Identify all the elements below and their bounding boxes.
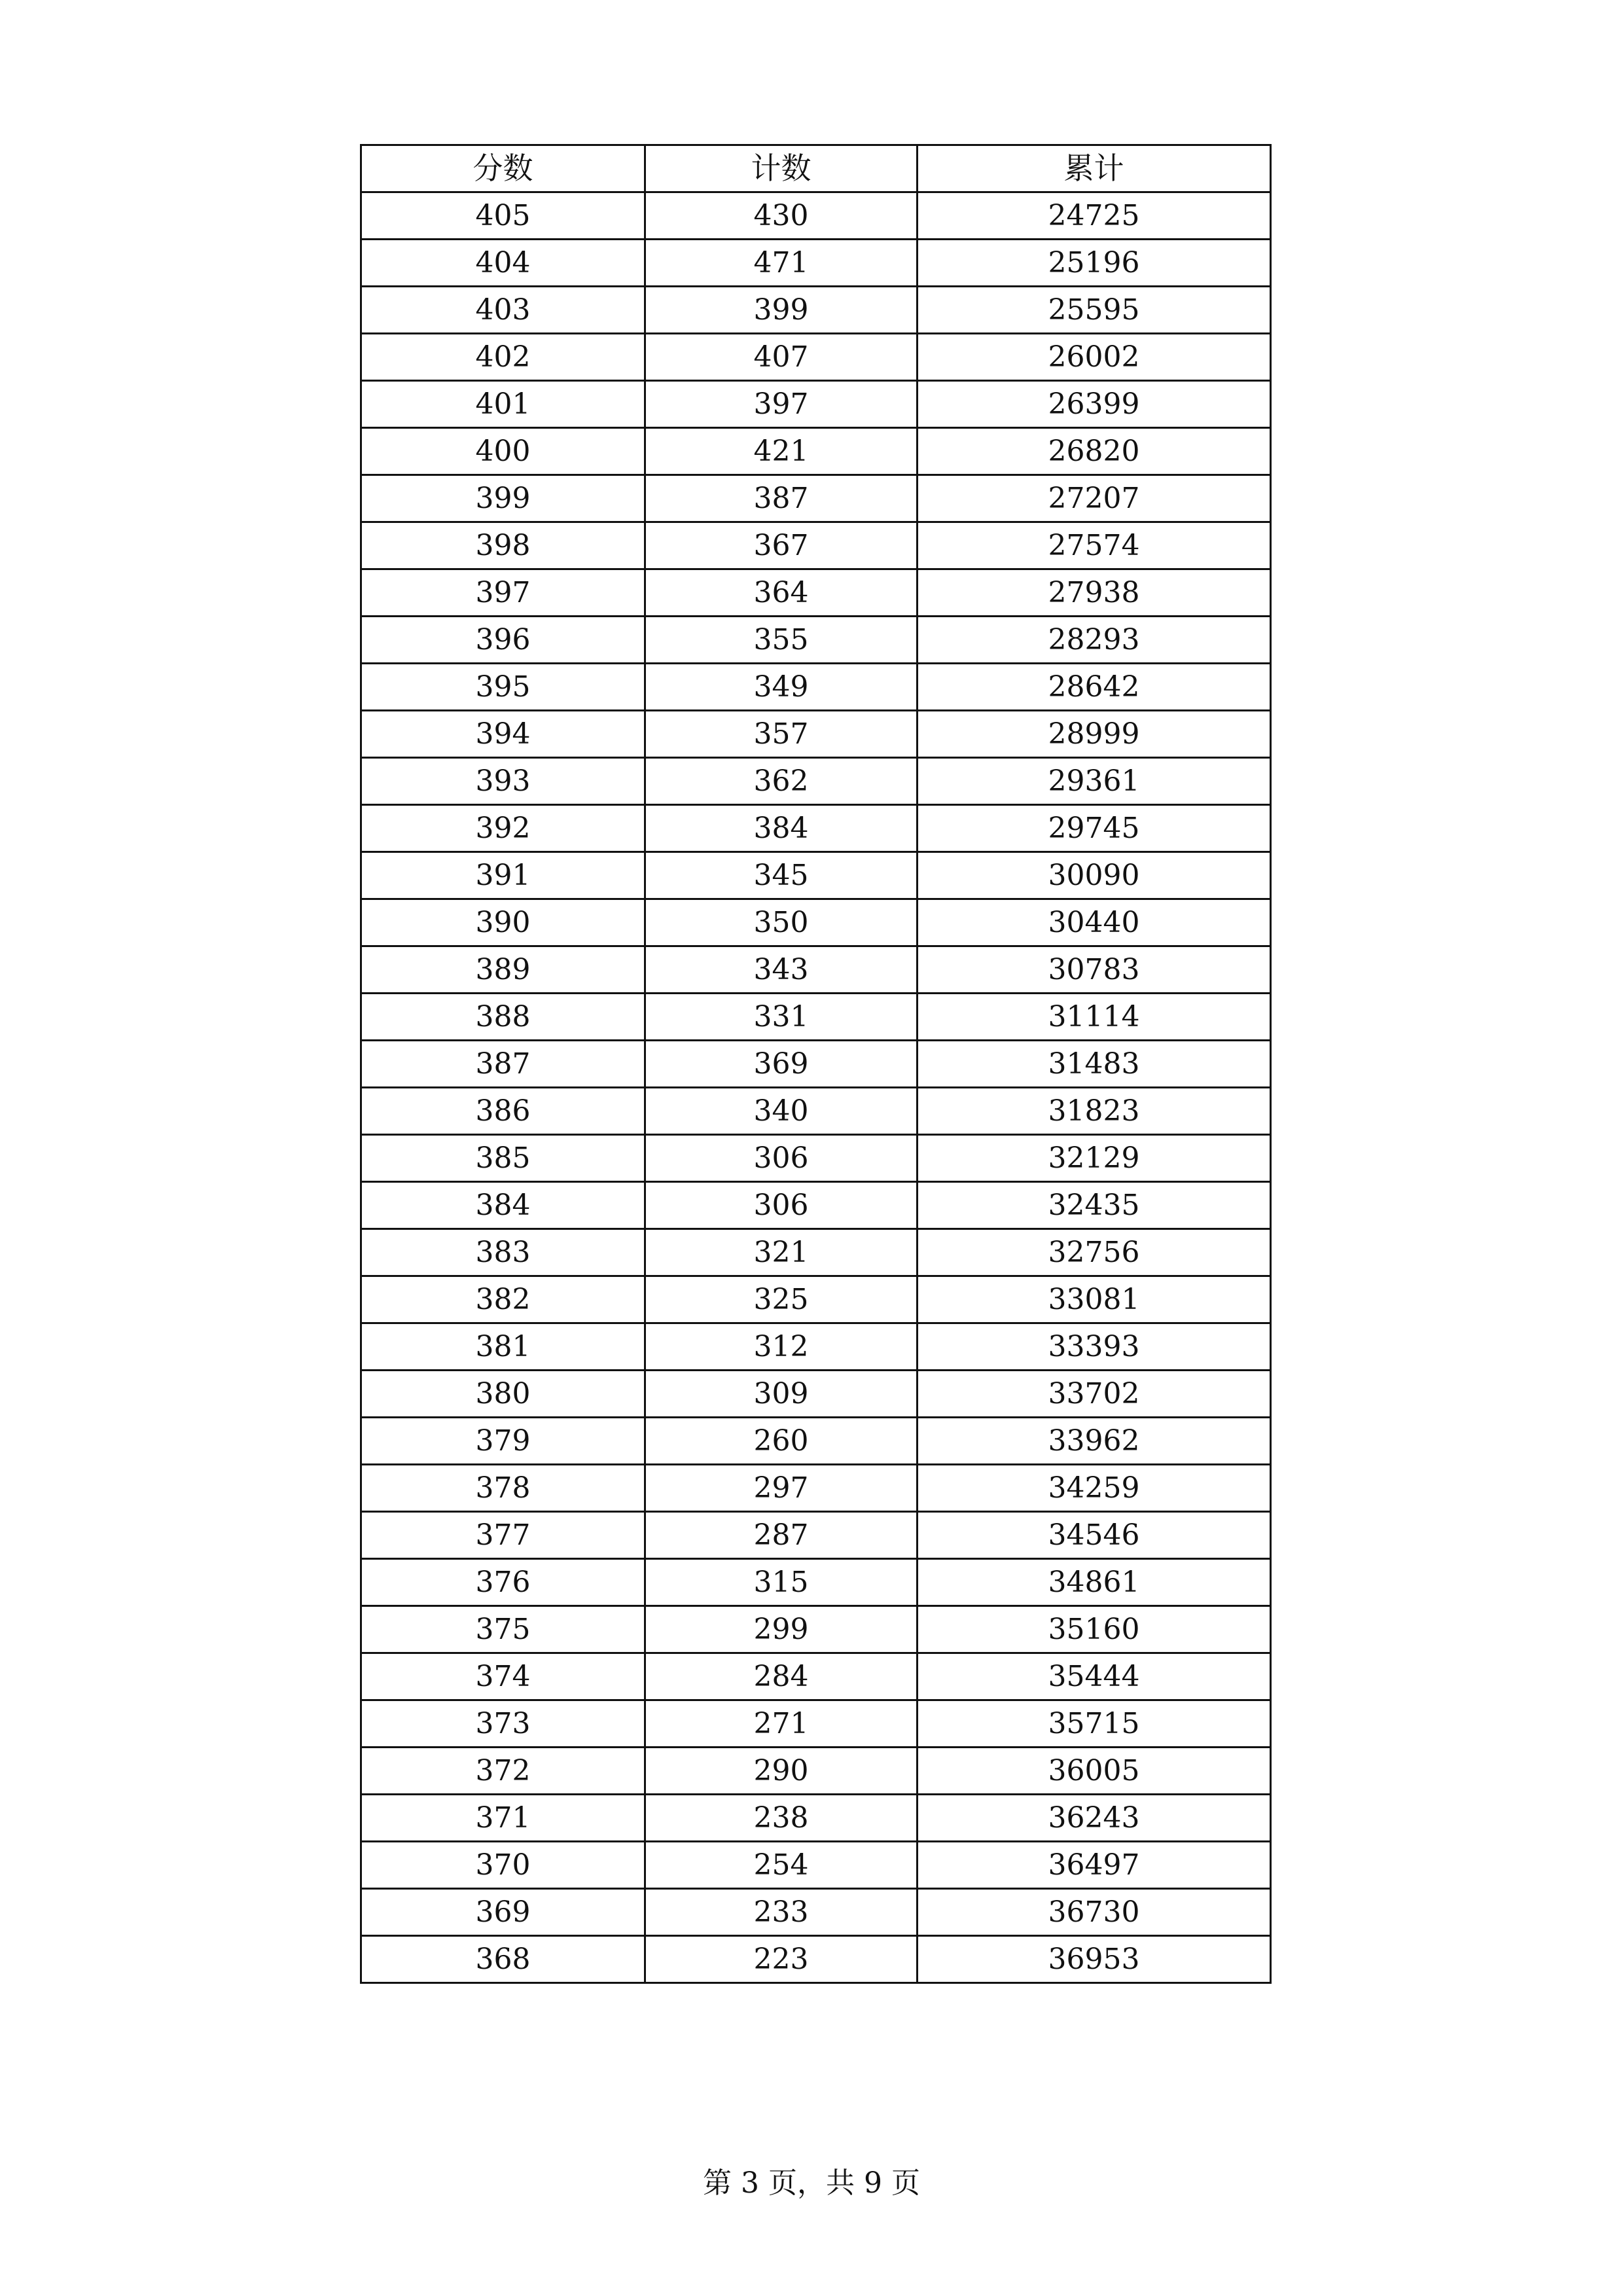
cell-count: 290: [645, 1748, 918, 1795]
table-row: [361, 569, 1271, 617]
cell-score: 369: [361, 1889, 645, 1936]
cell-score: 370: [361, 1842, 645, 1889]
table-row: [361, 1465, 1271, 1512]
cell-score: 381: [361, 1323, 645, 1371]
cell-count: 223: [645, 1936, 918, 1983]
cell-count: 407: [645, 334, 918, 381]
table-row: [361, 1748, 1271, 1795]
cell-cumulative: 26399: [918, 381, 1271, 428]
cell-count: 238: [645, 1795, 918, 1842]
cell-count: 306: [645, 1182, 918, 1229]
cell-score: 394: [361, 711, 645, 758]
table-row: [361, 1559, 1271, 1606]
cell-cumulative: 29361: [918, 758, 1271, 805]
cell-score: 386: [361, 1088, 645, 1135]
cell-score: 399: [361, 475, 645, 522]
cell-score: 402: [361, 334, 645, 381]
cell-score: 375: [361, 1606, 645, 1653]
cell-score: 396: [361, 617, 645, 664]
cell-score: 376: [361, 1559, 645, 1606]
cell-cumulative: 33393: [918, 1323, 1271, 1371]
cell-score: 377: [361, 1512, 645, 1559]
table-row: [361, 1229, 1271, 1276]
table-row: [361, 381, 1271, 428]
cell-cumulative: 32756: [918, 1229, 1271, 1276]
table-row: [361, 1889, 1271, 1936]
table-row: [361, 1512, 1271, 1559]
table-row: [361, 994, 1271, 1041]
cell-score: 374: [361, 1653, 645, 1700]
table-row: [361, 334, 1271, 381]
cell-count: 399: [645, 287, 918, 334]
cell-count: 254: [645, 1842, 918, 1889]
table-row: [361, 1842, 1271, 1889]
cell-count: 287: [645, 1512, 918, 1559]
cell-count: 387: [645, 475, 918, 522]
cell-score: 404: [361, 240, 645, 287]
cell-count: 367: [645, 522, 918, 569]
cell-count: 349: [645, 664, 918, 711]
cell-count: 355: [645, 617, 918, 664]
cell-cumulative: 30440: [918, 899, 1271, 946]
table-row: [361, 1700, 1271, 1748]
cell-cumulative: 36243: [918, 1795, 1271, 1842]
table-row: [361, 475, 1271, 522]
cell-cumulative: 32129: [918, 1135, 1271, 1182]
cell-cumulative: 34546: [918, 1512, 1271, 1559]
cell-score: 373: [361, 1700, 645, 1748]
cell-score: 378: [361, 1465, 645, 1512]
cell-score: 395: [361, 664, 645, 711]
cell-cumulative: 32435: [918, 1182, 1271, 1229]
cell-score: 371: [361, 1795, 645, 1842]
header-count: 计数: [645, 145, 918, 192]
table-row: [361, 1276, 1271, 1323]
cell-score: 387: [361, 1041, 645, 1088]
cell-cumulative: 34259: [918, 1465, 1271, 1512]
cell-cumulative: 27938: [918, 569, 1271, 617]
table-row: [361, 852, 1271, 899]
cell-score: 398: [361, 522, 645, 569]
cell-cumulative: 26002: [918, 334, 1271, 381]
table-row: [361, 1936, 1271, 1983]
table-row: [361, 1653, 1271, 1700]
cell-score: 403: [361, 287, 645, 334]
page-number-footer: 第 3 页，共 9 页: [703, 2166, 920, 2200]
table-row: [361, 1606, 1271, 1653]
cell-cumulative: 25196: [918, 240, 1271, 287]
cell-count: 471: [645, 240, 918, 287]
cell-cumulative: 31483: [918, 1041, 1271, 1088]
cell-count: 345: [645, 852, 918, 899]
table-row: [361, 1135, 1271, 1182]
cell-score: 400: [361, 428, 645, 475]
cell-count: 312: [645, 1323, 918, 1371]
table-row: [361, 287, 1271, 334]
table-row: [361, 946, 1271, 994]
cell-count: 340: [645, 1088, 918, 1135]
cell-count: 309: [645, 1371, 918, 1418]
cell-cumulative: 36005: [918, 1748, 1271, 1795]
cell-count: 343: [645, 946, 918, 994]
cell-cumulative: 29745: [918, 805, 1271, 852]
table-row: [361, 240, 1271, 287]
cell-cumulative: 27207: [918, 475, 1271, 522]
cell-cumulative: 36497: [918, 1842, 1271, 1889]
cell-count: 321: [645, 1229, 918, 1276]
table-row: [361, 428, 1271, 475]
table-row: [361, 758, 1271, 805]
cell-count: 430: [645, 192, 918, 240]
cell-count: 397: [645, 381, 918, 428]
cell-cumulative: 28642: [918, 664, 1271, 711]
cell-cumulative: 33702: [918, 1371, 1271, 1418]
cell-count: 350: [645, 899, 918, 946]
table-row: [361, 617, 1271, 664]
cell-cumulative: 33962: [918, 1418, 1271, 1465]
cell-cumulative: 28293: [918, 617, 1271, 664]
table-row: [361, 1088, 1271, 1135]
cell-count: 233: [645, 1889, 918, 1936]
table-row: [361, 522, 1271, 569]
score-distribution-table: [360, 144, 1272, 1984]
cell-score: 385: [361, 1135, 645, 1182]
table-row: [361, 899, 1271, 946]
cell-score: 380: [361, 1371, 645, 1418]
cell-count: 421: [645, 428, 918, 475]
header-score: 分数: [361, 145, 645, 192]
cell-cumulative: 35444: [918, 1653, 1271, 1700]
cell-score: 397: [361, 569, 645, 617]
cell-score: 392: [361, 805, 645, 852]
table-row: [361, 1041, 1271, 1088]
cell-cumulative: 25595: [918, 287, 1271, 334]
cell-count: 357: [645, 711, 918, 758]
cell-score: 383: [361, 1229, 645, 1276]
cell-count: 331: [645, 994, 918, 1041]
table-row: [361, 805, 1271, 852]
cell-count: 284: [645, 1653, 918, 1700]
cell-cumulative: 31823: [918, 1088, 1271, 1135]
cell-cumulative: 27574: [918, 522, 1271, 569]
cell-cumulative: 24725: [918, 192, 1271, 240]
table-row: [361, 711, 1271, 758]
table-row: [361, 1418, 1271, 1465]
cell-score: 405: [361, 192, 645, 240]
cell-count: 306: [645, 1135, 918, 1182]
cell-score: 379: [361, 1418, 645, 1465]
cell-score: 391: [361, 852, 645, 899]
cell-cumulative: 30090: [918, 852, 1271, 899]
cell-cumulative: 31114: [918, 994, 1271, 1041]
cell-cumulative: 28999: [918, 711, 1271, 758]
cell-cumulative: 35715: [918, 1700, 1271, 1748]
cell-count: 315: [645, 1559, 918, 1606]
cell-cumulative: 36953: [918, 1936, 1271, 1983]
cell-score: 372: [361, 1748, 645, 1795]
cell-count: 362: [645, 758, 918, 805]
cell-cumulative: 26820: [918, 428, 1271, 475]
cell-count: 299: [645, 1606, 918, 1653]
cell-count: 260: [645, 1418, 918, 1465]
cell-score: 401: [361, 381, 645, 428]
table-row: [361, 664, 1271, 711]
table-header-row: [361, 145, 1271, 192]
cell-cumulative: 30783: [918, 946, 1271, 994]
cell-cumulative: 34861: [918, 1559, 1271, 1606]
table-body: [361, 192, 1271, 1983]
cell-score: 389: [361, 946, 645, 994]
cell-cumulative: 35160: [918, 1606, 1271, 1653]
cell-count: 297: [645, 1465, 918, 1512]
cell-cumulative: 33081: [918, 1276, 1271, 1323]
table-row: [361, 192, 1271, 240]
cell-score: 393: [361, 758, 645, 805]
cell-count: 325: [645, 1276, 918, 1323]
table-row: [361, 1371, 1271, 1418]
cell-cumulative: 36730: [918, 1889, 1271, 1936]
cell-score: 384: [361, 1182, 645, 1229]
cell-score: 390: [361, 899, 645, 946]
cell-count: 369: [645, 1041, 918, 1088]
cell-score: 382: [361, 1276, 645, 1323]
cell-count: 364: [645, 569, 918, 617]
cell-score: 368: [361, 1936, 645, 1983]
header-cumulative: 累计: [918, 145, 1271, 192]
cell-count: 384: [645, 805, 918, 852]
table-row: [361, 1182, 1271, 1229]
table-row: [361, 1795, 1271, 1842]
cell-count: 271: [645, 1700, 918, 1748]
table-row: [361, 1323, 1271, 1371]
cell-score: 388: [361, 994, 645, 1041]
